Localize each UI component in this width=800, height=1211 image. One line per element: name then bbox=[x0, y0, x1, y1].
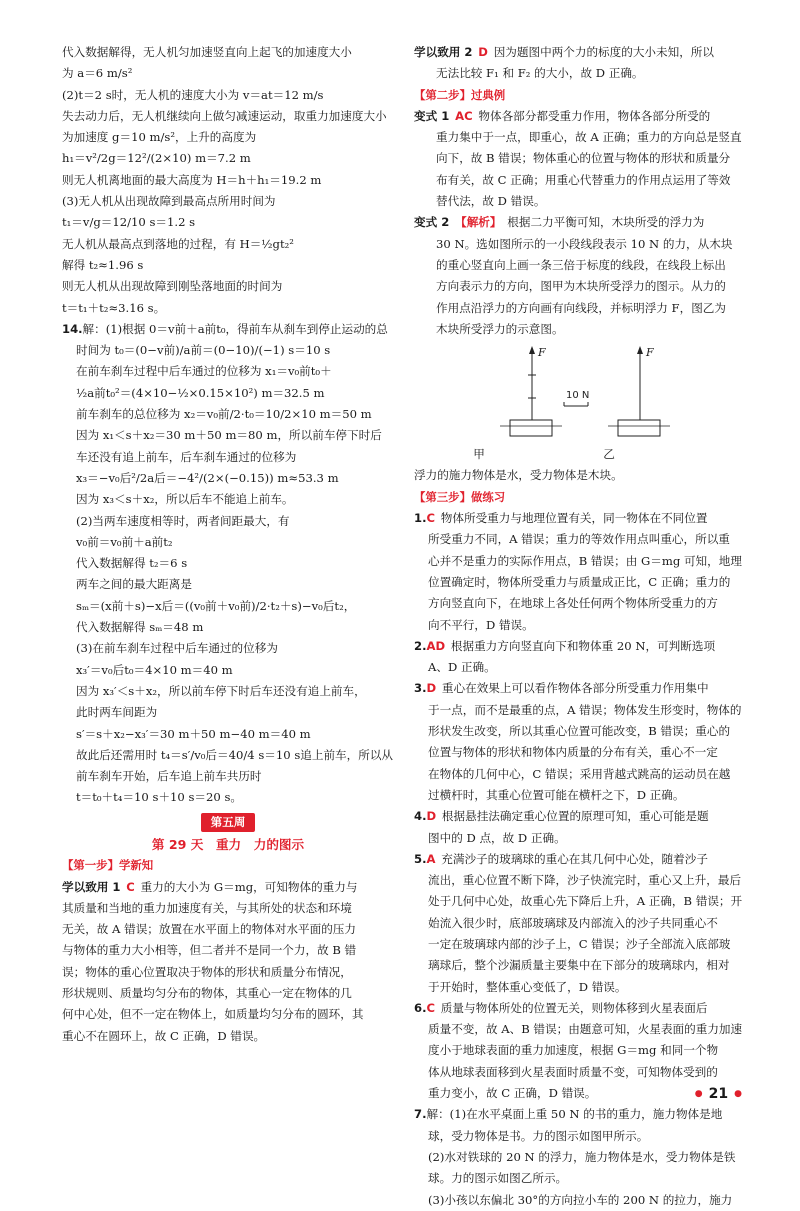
line-text: 何中心处，但不一定在物体上，如质量均匀分布的圆环，其 bbox=[62, 1007, 364, 1022]
page-number-footer bbox=[689, 1086, 748, 1102]
text-line bbox=[414, 636, 746, 657]
line-text: 解：(1)根据 0＝v前＋a前t₀，得前车从刹车到停止运动的总 bbox=[82, 321, 388, 336]
line-text: 失去动力后，无人机继续向上做匀减速运动，取重力加速度大小 bbox=[62, 108, 387, 123]
line-text: sₘ＝(x前＋s)−x后＝((v₀前＋v₀前)/2·t₂＋s)−v₀后t₂， bbox=[76, 598, 356, 613]
scale-label: 10 N bbox=[566, 390, 590, 402]
line-text: 故此后还需用时 t₄＝s′/v₀后＝40/4 s＝10 s追上前车，所以从 bbox=[76, 747, 394, 762]
line-text: 向不平行，D 错误。 bbox=[428, 617, 534, 632]
exercise-answers-block bbox=[414, 508, 746, 1211]
text-line bbox=[414, 234, 746, 255]
line-text: 重心在效果上可以看作物体各部分所受重力作用集中 bbox=[441, 681, 709, 696]
text-line bbox=[62, 511, 394, 532]
text-line bbox=[62, 983, 394, 1004]
line-text: 在前车刹车过程中后车通过的位移为 x₁＝v₀前t₀＋ bbox=[76, 364, 332, 379]
force-label-yi: F bbox=[646, 346, 654, 360]
week-banner bbox=[62, 812, 394, 833]
day-title: 第 29 天 重力 力的图示 bbox=[151, 836, 305, 852]
text-line bbox=[62, 638, 394, 659]
text-line bbox=[62, 724, 394, 745]
buoyancy-diagram bbox=[414, 340, 746, 448]
line-text: 根据二力平衡可知，木块所受的浮力为 bbox=[507, 215, 705, 230]
line-text: 时间为 t₀＝(0−v前)/a前＝(0−10)/(−1) s＝10 s bbox=[76, 343, 331, 358]
line-text: 球。力的图示如图乙所示。 bbox=[428, 1171, 568, 1186]
line-text: 木块所受浮力的示意图。 bbox=[436, 321, 564, 336]
text-line bbox=[62, 940, 394, 961]
text-line bbox=[62, 596, 394, 617]
text-line bbox=[62, 340, 394, 361]
line-text: 其质量和当地的重力加速度有关，与其所处的状态和环境 bbox=[62, 900, 352, 915]
text-line bbox=[62, 532, 394, 553]
text-line bbox=[62, 255, 394, 276]
line-text: 于一点，而不是最重的点，A 错误；物体发生形变时，物体的 bbox=[428, 702, 742, 717]
line-text: 位置确定时，物体所受重力与质量成正比，C 正确；重力的 bbox=[428, 574, 731, 589]
line-text: 与物体的重力大小相等，但二者并不是同一个力，故 B 错 bbox=[62, 943, 357, 958]
text-line bbox=[414, 1104, 746, 1125]
text-line bbox=[414, 721, 746, 742]
arrowhead-yi-icon bbox=[637, 346, 643, 354]
line-text: 形状发生改变，所以其重心位置可能改变，B 错误；重心的 bbox=[428, 724, 731, 739]
line-text: h₁＝v²/2g＝12²/(2×10) m＝7.2 m bbox=[62, 151, 251, 166]
answer-key: AD bbox=[426, 638, 446, 653]
text-line bbox=[414, 63, 746, 84]
line-text: 因为题图中两个力的标度的大小未知，所以 bbox=[493, 45, 714, 59]
block-jia bbox=[510, 420, 552, 436]
text-line bbox=[62, 383, 394, 404]
line-text: 过横杆时，其重心位置可能在横杆之下，D 正确。 bbox=[428, 787, 685, 802]
line-text: (3)在前车刹车过程中后车通过的位移为 bbox=[76, 641, 278, 656]
line-text: 体从地球表面移到火星表面时质量不变，可知物体受到的 bbox=[428, 1064, 718, 1079]
line-text: 布有关，故 C 正确；用重心代替重力的作用点运用了等效 bbox=[436, 172, 731, 187]
line-text: 形状规则、质量均匀分布的物体，其重心一定在物体的几 bbox=[62, 986, 352, 1001]
text-line bbox=[62, 787, 394, 808]
right-practice-block bbox=[414, 42, 746, 85]
text-line bbox=[414, 1126, 746, 1147]
bullet-dot-icon: ● bbox=[734, 1089, 742, 1099]
text-line bbox=[414, 742, 746, 763]
line-text: t＝t₁＋t₂≈3.16 s。 bbox=[62, 300, 166, 315]
text-line bbox=[62, 298, 394, 319]
line-text: 车还没有追上前车，后车刹车通过的位移为 bbox=[76, 449, 297, 464]
text-line bbox=[414, 700, 746, 721]
caption-jia: 甲 bbox=[473, 447, 485, 462]
line-text: (2)当两车速度相等时，两者间距最大，有 bbox=[76, 513, 290, 528]
answer-key: A bbox=[426, 851, 436, 866]
item-number: 4. bbox=[414, 809, 427, 824]
text-line bbox=[414, 572, 746, 593]
text-line bbox=[62, 361, 394, 382]
text-line bbox=[414, 127, 746, 148]
text-line bbox=[414, 298, 746, 319]
text-line bbox=[62, 574, 394, 595]
text-line bbox=[62, 63, 394, 84]
line-text: 解：(1)在水平桌面上重 50 N 的书的重力，施力物体是地 bbox=[426, 1107, 723, 1122]
line-text: 球，受力物体是书。力的图示如图甲所示。 bbox=[428, 1128, 649, 1143]
text-line bbox=[62, 319, 394, 340]
line-text: 重心不在圆环上，故 C 正确，D 错误。 bbox=[62, 1028, 266, 1043]
text-line bbox=[414, 785, 746, 806]
line-text: 解得 t₂≈1.96 s bbox=[62, 257, 144, 272]
text-line bbox=[414, 955, 746, 976]
line-text: 图中的 D 点，故 D 正确。 bbox=[428, 830, 566, 845]
line-text: 质量与物体所处的位置无关，则物体移到火星表面后 bbox=[440, 1000, 708, 1015]
left-practice-block bbox=[62, 877, 394, 1047]
line-text: t＝t₀＋t₄＝10 s＋10 s＝20 s。 bbox=[76, 790, 242, 805]
line-text: 充满沙子的玻璃球的重心在其几何中心处，随着沙子 bbox=[441, 851, 708, 866]
answer-key: AC bbox=[455, 108, 473, 123]
item-label: 变式 2 bbox=[414, 215, 450, 230]
text-line bbox=[62, 702, 394, 723]
text-line bbox=[62, 42, 394, 63]
caption-yi: 乙 bbox=[603, 447, 615, 462]
line-text: 处于几何中心处，故重心先下降后上升，A 正确，B 错误；开 bbox=[428, 894, 743, 909]
text-line bbox=[62, 404, 394, 425]
line-text: 替代法，故 D 错误。 bbox=[436, 194, 546, 209]
line-text: 重力的大小为 G＝mg，可知物体的重力与 bbox=[140, 879, 358, 894]
text-line bbox=[62, 212, 394, 233]
text-line bbox=[414, 1147, 746, 1168]
text-line bbox=[62, 745, 394, 766]
line-text: 两车之间的最大距离是 bbox=[76, 577, 192, 592]
line-text: v₀前＝v₀前＋a前t₂ bbox=[76, 534, 173, 549]
line-text: 方向竖直向下，在地球上各处任何两个物体所受重力的方 bbox=[428, 596, 718, 611]
text-line bbox=[62, 468, 394, 489]
text-line bbox=[414, 551, 746, 572]
text-line bbox=[414, 1190, 746, 1211]
line-text: ½a前t₀²＝(4×10−½×0.15×10²) m＝32.5 m bbox=[76, 385, 325, 400]
line-text: 则无人机离地面的最大高度为 H＝h＋h₁＝19.2 m bbox=[62, 172, 322, 187]
line-text: 物体所受重力与地理位置有关，同一物体在不同位置 bbox=[440, 511, 708, 526]
text-line bbox=[62, 1026, 394, 1047]
item-number: 3. bbox=[414, 681, 427, 696]
item-number: 1. bbox=[414, 511, 427, 526]
force-label-jia: F bbox=[538, 346, 546, 360]
line-text: 作用点沿浮力的方向画有向线段，并标明浮力 F，图乙为 bbox=[436, 300, 726, 315]
line-text: 心并不是重力的实际作用点，B 错误；由 G＝mg 可知，地理 bbox=[428, 553, 742, 568]
text-line bbox=[62, 617, 394, 638]
line-text: 代入数据解得 t₂＝6 s bbox=[76, 556, 188, 571]
line-text: 则无人机从出现故障到刚坠落地面的时间为 bbox=[62, 279, 283, 294]
line-text: 始流入很少时，底部玻璃球及内部流入的沙子共同重心不 bbox=[428, 915, 718, 930]
line-text: 为 a＝6 m/s² bbox=[62, 66, 133, 81]
line-text: 无关，故 A 错误；放置在水平面上的物体对水平面的压力 bbox=[62, 922, 356, 937]
arrowhead-jia-icon bbox=[529, 346, 535, 354]
page-number: 21 bbox=[708, 1086, 729, 1102]
text-line bbox=[414, 508, 746, 529]
answer-key: 【解析】 bbox=[455, 215, 502, 230]
text-line bbox=[62, 425, 394, 446]
text-line bbox=[62, 553, 394, 574]
text-line bbox=[62, 191, 394, 212]
text-line bbox=[62, 1004, 394, 1025]
step2-heading: 【第二步】过典例 bbox=[414, 87, 506, 102]
text-line bbox=[62, 276, 394, 297]
answer-key: C bbox=[126, 879, 135, 894]
line-text: 重力变小，故 C 正确，D 错误。 bbox=[428, 1086, 597, 1101]
text-line bbox=[62, 898, 394, 919]
text-line bbox=[414, 657, 746, 678]
text-line bbox=[414, 891, 746, 912]
line-text: (3)小孩以东偏北 30°的方向拉小车的 200 N 的拉力，施力 bbox=[428, 1192, 733, 1207]
line-text: 因为 x₁＜s＋x₂＝30 m＋50 m＝80 m，所以前车停下时后 bbox=[76, 428, 382, 443]
text-line bbox=[414, 148, 746, 169]
answer-key: D bbox=[478, 45, 488, 59]
line-text: 前车刹车开始，后车追上前车共历时 bbox=[76, 769, 262, 784]
line-text: s′＝s＋x₂−x₃′＝30 m＋50 m−40 m＝40 m bbox=[76, 726, 311, 741]
text-line bbox=[414, 529, 746, 550]
line-text: t₁＝v/g＝12/10 s＝1.2 s bbox=[62, 215, 196, 230]
text-line bbox=[414, 1062, 746, 1083]
text-line bbox=[62, 962, 394, 983]
block-yi bbox=[618, 420, 660, 436]
line-text: 度小于地球表面的重力加速度，根据 G＝mg 和同一个物 bbox=[428, 1043, 719, 1058]
answer-key: D bbox=[426, 809, 437, 824]
left-solution-block bbox=[62, 42, 394, 809]
line-text: 位置与物体的形状和物体内质量的分布有关，重心不一定 bbox=[428, 745, 718, 760]
line-text: 代入数据解得，无人机匀加速竖直向上起飞的加速度大小 bbox=[62, 45, 352, 59]
text-line bbox=[62, 877, 394, 898]
item-label: 变式 1 bbox=[414, 108, 450, 123]
line-text: 根据重力方向竖直向下和物体重 20 N，可判断选项 bbox=[450, 638, 716, 653]
line-text: x₃＝−v₀后²/2a后＝−4²/(2×(−0.15)) m≈53.3 m bbox=[76, 470, 339, 485]
text-line bbox=[414, 319, 746, 340]
bullet-dot-icon: ● bbox=[694, 1089, 703, 1099]
item-number: 7. bbox=[414, 1107, 427, 1122]
text-line bbox=[414, 806, 746, 827]
buoyancy-figure bbox=[414, 340, 746, 448]
line-text: 无人机从最高点到落地的过程，有 H＝½gt₂² bbox=[62, 236, 294, 251]
text-line bbox=[414, 977, 746, 998]
figure-note: 浮力的施力物体是水，受力物体是木块。 bbox=[414, 468, 623, 483]
line-text: 璃球后，整个沙漏质量主要集中在下部分的玻璃球内，相对 bbox=[428, 958, 730, 973]
line-text: 为加速度 g＝10 m/s²，上升的高度为 bbox=[62, 130, 257, 145]
text-line bbox=[62, 447, 394, 468]
text-line bbox=[414, 1019, 746, 1040]
text-line bbox=[62, 85, 394, 106]
step1-heading: 【第一步】学新知 bbox=[62, 858, 154, 873]
item-number: 6. bbox=[414, 1000, 427, 1015]
text-line bbox=[62, 489, 394, 510]
text-line bbox=[62, 106, 394, 127]
text-line bbox=[414, 913, 746, 934]
text-line bbox=[62, 919, 394, 940]
step3-heading: 【第三步】做练习 bbox=[414, 489, 506, 504]
text-line bbox=[414, 849, 746, 870]
text-line bbox=[414, 170, 746, 191]
text-line bbox=[414, 212, 746, 233]
line-text: 于开始时，整体重心变低了，D 错误。 bbox=[428, 979, 627, 994]
line-text: (2)水对铁球的 20 N 的浮力，施力物体是水，受力物体是铁 bbox=[428, 1149, 736, 1164]
line-text: A、D 正确。 bbox=[428, 660, 496, 675]
text-line bbox=[62, 234, 394, 255]
week-label: 第五周 bbox=[201, 813, 256, 832]
text-line bbox=[62, 170, 394, 191]
line-text: 质量不变，故 A、B 错误；由题意可知，火星表面的重力加速 bbox=[428, 1022, 743, 1037]
item-number: 5. bbox=[414, 851, 427, 866]
line-text: 向下，故 B 错误；物体重心的位置与物体的形状和质量分 bbox=[436, 151, 731, 166]
line-text: 在物体的几何中心，C 错误；采用背越式跳高的运动员在越 bbox=[428, 766, 731, 781]
line-text: (3)无人机从出现故障到最高点所用时间为 bbox=[62, 194, 276, 209]
text-line bbox=[414, 678, 746, 699]
text-line bbox=[414, 615, 746, 636]
line-text: 流出，重心位置不断下降，沙子快流完时，重心又上升，最后 bbox=[428, 873, 742, 888]
line-text: 误；物体的重心位置取决于物体的形状和质量分布情况， bbox=[62, 964, 352, 979]
item-number: 14. bbox=[62, 321, 83, 336]
text-line bbox=[414, 42, 746, 63]
line-text: 无法比较 F₁ 和 F₂ 的大小，故 D 正确。 bbox=[436, 66, 644, 81]
text-line bbox=[414, 191, 746, 212]
text-line bbox=[414, 1040, 746, 1061]
text-line bbox=[414, 998, 746, 1019]
answer-key: D bbox=[426, 681, 437, 696]
answer-key: C bbox=[426, 1000, 435, 1015]
right-column bbox=[414, 42, 746, 1211]
line-text: 方向表示力的方向，图甲为木块所受浮力的图示。从力的 bbox=[436, 279, 726, 294]
line-text: 因为 x₃＜s＋x₂，所以后车不能追上前车。 bbox=[76, 492, 294, 507]
text-line bbox=[62, 766, 394, 787]
line-text: 代入数据解得 sₘ＝48 m bbox=[76, 620, 204, 635]
text-line bbox=[414, 106, 746, 127]
line-text: 根据悬挂法确定重心位置的原理可知，重心可能是题 bbox=[441, 809, 709, 824]
line-text: 的重心竖直向上画一条三倍于标度的线段，在线段上标出 bbox=[436, 257, 726, 272]
text-line bbox=[62, 148, 394, 169]
line-text: 重力集中于一点，即重心，故 A 正确；重力的方向总是竖直 bbox=[436, 130, 742, 145]
text-line bbox=[414, 934, 746, 955]
text-line bbox=[414, 764, 746, 785]
line-text: 物体各部分都受重力作用，物体各部分所受的 bbox=[478, 108, 711, 123]
line-text: x₃′＝v₀后t₀＝4×10 m＝40 m bbox=[76, 662, 233, 677]
left-column bbox=[62, 42, 394, 1047]
text-line bbox=[414, 255, 746, 276]
text-line bbox=[414, 593, 746, 614]
line-text: 一定在玻璃球内部的沙子上，C 错误；沙子全部流入底部玻 bbox=[428, 936, 731, 951]
line-text: 前车刹车的总位移为 x₂＝v₀前/2·t₀＝10/2×10 m＝50 m bbox=[76, 407, 372, 422]
text-line bbox=[414, 1168, 746, 1189]
line-text: (2)t＝2 s时，无人机的速度大小为 v＝at＝12 m/s bbox=[62, 87, 324, 102]
text-line bbox=[414, 870, 746, 891]
item-label: 学以致用 1 bbox=[62, 879, 121, 894]
text-line bbox=[414, 276, 746, 297]
text-line bbox=[62, 681, 394, 702]
item-number: 2. bbox=[414, 638, 427, 653]
item-label: 学以致用 2 bbox=[414, 45, 473, 59]
line-text: 此时两车间距为 bbox=[76, 705, 158, 720]
line-text: 30 N。选如图所示的一小段线段表示 10 N 的力，从木块 bbox=[436, 236, 733, 251]
line-text: 所受重力不同，A 错误；重力的等效作用点叫重心，所以重 bbox=[428, 532, 730, 547]
right-example-block bbox=[414, 106, 746, 340]
answer-key: C bbox=[426, 511, 435, 526]
line-text: 因为 x₃′＜s＋x₂，所以前车停下时后车还没有追上前车， bbox=[76, 683, 366, 698]
text-line bbox=[62, 127, 394, 148]
text-line bbox=[62, 660, 394, 681]
text-line bbox=[414, 828, 746, 849]
